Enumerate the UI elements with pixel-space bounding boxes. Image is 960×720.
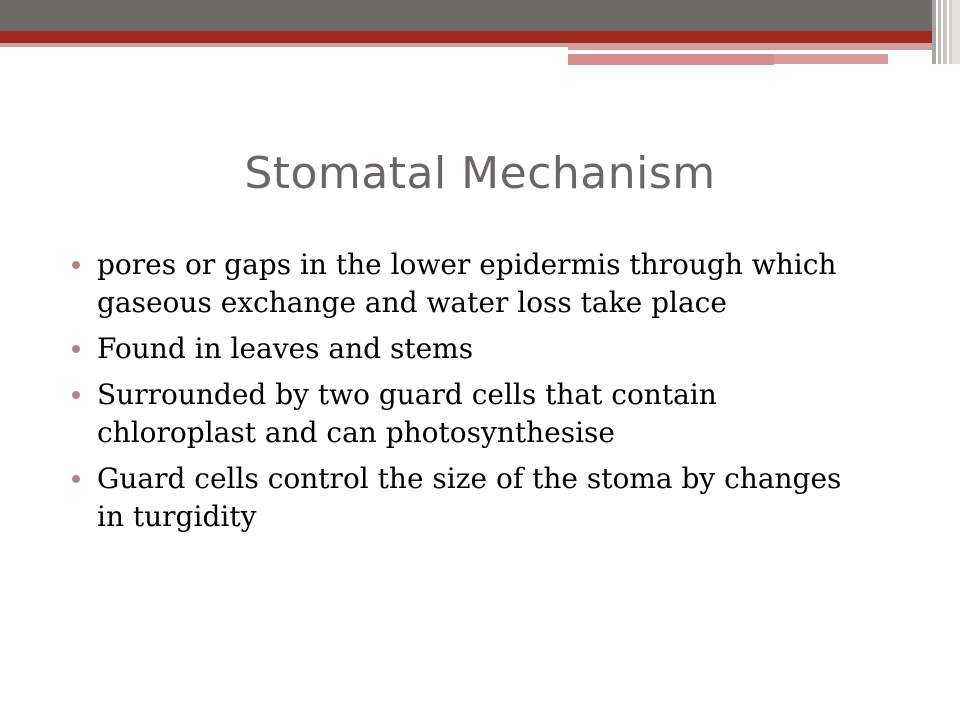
header-band-red xyxy=(0,31,932,43)
bullet-text: Guard cells control the size of the stoma by changes in turgidity xyxy=(97,462,842,533)
edge-stripe xyxy=(952,0,960,64)
slide-title: Stomatal Mechanism xyxy=(244,148,716,199)
bullet-dot-icon xyxy=(72,475,80,483)
header-band-pink-left xyxy=(0,43,568,47)
bullet-item xyxy=(72,460,872,536)
bullet-item xyxy=(72,376,872,452)
bullet-dot-icon xyxy=(72,345,80,353)
bullet-text: Surrounded by two guard cells that contain chloroplast and can photosynthesise xyxy=(97,378,717,449)
header-band-gap xyxy=(775,50,889,54)
bullet-item xyxy=(72,330,872,368)
bullet-text: Found in leaves and stems xyxy=(97,332,474,365)
bullet-list xyxy=(72,246,872,544)
header-band-pink-right xyxy=(568,43,932,50)
bullet-text: pores or gaps in the lower epidermis through which gaseous exchange and water loss take place xyxy=(97,248,837,319)
bullet-item xyxy=(72,246,872,322)
header-band-gray xyxy=(0,0,932,31)
bullet-dot-icon xyxy=(72,261,80,269)
bullet-dot-icon xyxy=(72,391,80,399)
header-band-pink-under-dark xyxy=(568,54,774,65)
